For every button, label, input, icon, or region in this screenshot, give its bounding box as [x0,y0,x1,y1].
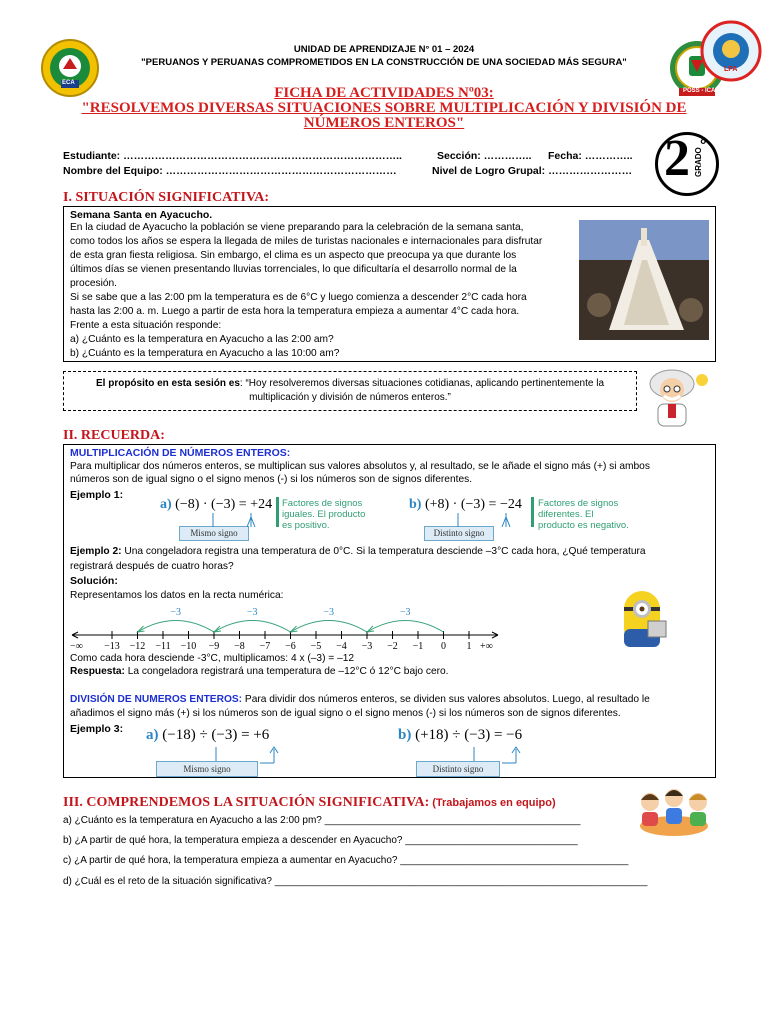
section-2-heading: II. RECUERDA: [63,428,165,443]
example-1a-expr: (−8) · (−3) = +24 [175,497,273,512]
question-b[interactable]: b) ¿A partir de qué hora, la temperatura empieza a descender en Ayacucho? _______________________________ [63,835,578,846]
example-3-label: Ejemplo 3: [70,723,124,735]
mult-title [70,447,290,459]
purpose-text-1: : “Hoy resolveremos diversas situaciones cotidianas, aplicando pertinentemente la [239,378,604,389]
example-1b-tag: b) [409,497,422,512]
procession-photo [579,220,709,340]
situation-line-5: procesión. [70,278,118,289]
number-line-tick-label: 1 [466,641,472,652]
question-c[interactable]: c) ¿A partir de qué hora, la temperatura empieza a aumentar en Ayacucho? _________________________________________ [63,855,629,866]
number-line-tick-label: −1 [412,641,424,652]
number-line-jump-label: −3 [170,607,182,618]
situation-line-3: de esta gran fiesta religiosa. Sin embargo, el clima es un aspecto que preocupa ya que durante los [70,250,517,261]
purpose-text-2: multiplicación y división de números enteros.” [249,392,451,403]
mult-rule-2: números son de igual signo o el signo menos (-) si los números son de signos diferentes. [70,474,473,485]
section-1-heading: I. SITUACIÓN SIGNIFICATIVA: [63,190,270,205]
number-line-tick-label: −13 [104,641,120,652]
number-line-jump-arc [291,621,368,633]
grade-number: 2 [664,130,690,187]
grade-badge [655,132,719,196]
example-3b-tag: b) [398,727,412,743]
number-line-tick-label: −7 [259,641,271,652]
number-line-left-end: −∞ [70,641,83,652]
answer-text: La congeladora registrará una temperatura de –12°C ó 12°C bajo cero. [124,666,449,677]
logo-right2-text: LPA [724,66,738,73]
number-line-tick-label: −5 [310,641,322,652]
unit-title: UNIDAD DE APRENDIZAJE N° 01 – 2024 [293,44,475,55]
number-line-jump-arc [214,621,291,633]
example-2-line-2: registrará después de cuatro horas? [70,561,234,572]
number-line-tick-label: −4 [336,641,347,652]
solution-label: Solución: [70,575,118,587]
example-3a [146,727,269,744]
example-3a-sign-box: Mismo signo [156,761,258,777]
situation-line-2: como todos los años se espera la llegada de miles de turistas nacionales e internacionales para disfrutar [70,236,543,247]
example-2-text-1: Una congeladora registra una temperatura de 0°C. Si la temperatura desciende –3°C cada hora, ¿Qué temperatura [121,546,646,557]
number-line-tick-label: −11 [155,641,171,652]
situation-line-1: En la ciudad de Ayacucho la población se viene preparando para la celebración de la semana santa, [70,222,524,233]
example-1a-note-1: Factores de signos [282,498,363,509]
mult-rule-1: Para multiplicar dos números enteros, se multiplican sus valores absolutos y, al resultado, se le añade el signo más (+) si ambos [70,461,650,472]
number-line-tick-label: −8 [234,641,245,652]
situation-subtitle: Semana Santa en Ayacucho. [70,209,213,221]
section-field[interactable]: Sección: ………….. [437,150,532,162]
example-3b-sign-box: Distinto signo [416,761,500,777]
example-1b-note-2: diferentes. El [538,509,594,520]
kids-illustration [632,786,716,838]
situation-line-7: hasta las 2:00 a. m. Luego a partir de esta hora la temperatura empieza a aumentar 4°C cada hora. [70,306,520,317]
mult-title-text: MULTIPLICACIÓN DE NÚMEROS ENTEROS: [70,447,291,459]
date-field[interactable]: Fecha: ………….. [548,150,633,162]
number-line-tick-label: −6 [285,641,296,652]
section-3-heading [63,795,556,811]
number-line-jump-label: −3 [323,607,335,618]
example-1b-note [538,498,629,531]
situation-line-6: Si se sabe que a las 2:00 pm la temperatura es de 6°C y luego comienza a descender 2°C cada hora [70,292,527,303]
solution-text: Representamos los datos en la recta numérica: [70,590,284,601]
number-line-jump-arc [138,621,215,633]
example-3a-expr: (−18) ÷ (−3) = +6 [162,727,270,743]
team-field[interactable]: Nombre del Equipo: ………………………………………………………… [63,165,397,177]
number-line-tick-label: −9 [208,641,220,652]
section-3-subtitle: (Trabajamos en equipo) [432,797,556,809]
purpose-box [63,371,637,411]
number-line-right-end: +∞ [480,641,493,652]
scientist-illustration [644,366,714,428]
answer-line [70,665,630,679]
situation-question-a: a) ¿Cuánto es la temperatura en Ayacucho a las 2:00 am? [70,334,334,345]
example-3a-tag: a) [146,727,159,743]
example-1a-note [282,498,365,531]
situation-line-4: últimos días se vienen presentando lluvias torrenciales, lo que dificultaría el desarrollo normal de la [70,264,517,275]
number-line-tick-label: 0 [441,641,446,652]
example-1a-sign-box: Mismo signo [179,526,249,541]
division-title: DIVISIÓN DE NUMEROS ENTEROS: [70,694,243,705]
answer-label: Respuesta: [70,666,125,677]
worksheet-title-2: "RESOLVEMOS DIVERSAS SITUACIONES SOBRE MULTIPLICACIÓN Y DIVISIÓN DE [81,100,687,116]
number-line-tick-label: −12 [129,641,146,652]
example-1a-tag: a) [160,497,172,512]
example-1a-divider [276,497,279,527]
example-2-label: Ejemplo 2: [70,546,122,557]
example-2-line-1 [70,545,710,559]
example-1a-note-3: es positivo. [282,520,330,531]
division-line-1 [70,693,710,707]
example-1b-note-1: Factores de signos [538,498,619,509]
number-line-tick-label: −3 [361,641,373,652]
example-3b-expr: (+18) ÷ (−3) = −6 [415,727,523,743]
purpose-label: El propósito en esta sesión es [95,378,240,389]
section-3-title: III. COMPRENDEMOS LA SITUACIÓN SIGNIFICATIVA: [63,795,430,810]
grade-word: GRADO [694,147,703,177]
division-line-2: añadimos el signo más (+) si los números son de igual signo o el signo menos (-) si los números son de signos diferentes. [70,708,621,719]
example-1-label: Ejemplo 1: [70,489,124,501]
situation-line-8: Frente a esta situación responde: [70,320,222,331]
student-field[interactable]: Estudiante: …………………………………………………………………….. [63,150,402,162]
example-1b-divider [531,497,534,527]
number-line-jump-arc [367,621,444,633]
logo-right-text: POSS - ICA [683,88,716,94]
unit-motto: "PERUANOS Y PERUANAS COMPROMETIDOS EN LA CONSTRUCCIÓN DE UNA SOCIEDAD MÁS SEGURA" [141,57,627,68]
remember-box [63,444,716,778]
worksheet-title-1: FICHA DE ACTIVIDADES Nº03: [274,85,494,101]
example-1b-arrows [424,511,534,531]
number-line-jump-label: −3 [246,607,258,618]
number-line [68,601,508,653]
number-line-tick-label: −10 [180,641,197,652]
example-3b [398,727,522,744]
worksheet-title-3: NÚMEROS ENTEROS" [303,115,465,131]
question-a[interactable]: a) ¿Cuánto es la temperatura en Ayacucho a las 2:00 pm? ______________________________________________ [63,815,581,826]
example-1b-expr: (+8) · (−3) = −24 [424,497,522,512]
level-field[interactable]: Nivel de Logro Grupal: …………………… [432,165,633,177]
question-d[interactable]: d) ¿Cuál es el reto de la situación significativa? ___________________________________________________________________ [63,876,648,887]
calc-text: Como cada hora desciende -3°C, multiplicamos: 4 x (–3) = –12 [70,653,355,664]
example-1a-arrows [179,511,289,531]
example-1b-sign-box: Distinto signo [424,526,494,541]
minion-illustration [612,585,672,657]
example-1b-note-3: producto es negativo. [538,520,629,531]
situation-box [63,206,716,362]
number-line-tick-label: −2 [387,641,398,652]
grade-sup: ° [700,137,707,154]
number-line-jump-label: −3 [399,607,411,618]
example-1a-note-2: iguales. El producto [282,509,366,520]
situation-question-b: b) ¿Cuánto es la temperatura en Ayacucho a las 10:00 am? [70,348,340,359]
logo-left-text: ECA [62,80,75,86]
division-text-1: Para dividir dos números enteros, se dividen sus valores absolutos. Luego, al resultado le [242,694,650,705]
